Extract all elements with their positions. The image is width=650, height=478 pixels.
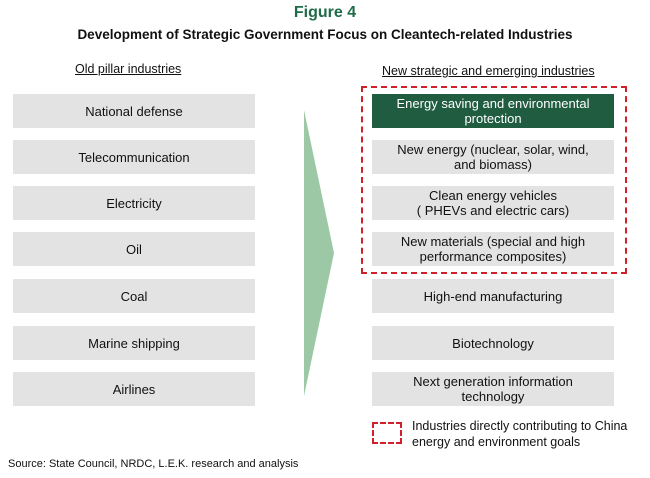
old-industry-national-defense: National defense <box>13 94 255 128</box>
new-industry-next-gen-it <box>372 372 614 406</box>
old-industry-telecommunication: Telecommunication <box>13 140 255 174</box>
old-pillar-heading: Old pillar industries <box>75 62 182 76</box>
new-industry-biotechnology: Biotechnology <box>372 326 614 360</box>
new-industry-next-gen-it-line2: technology <box>461 389 525 404</box>
new-industry-clean-energy-vehicles-line2: ( PHEVs and electric cars) <box>416 203 570 218</box>
new-industry-new-energy <box>372 140 614 174</box>
new-industry-next-gen-it-line1: Next generation information <box>413 374 573 389</box>
new-industry-new-materials-line1: New materials (special and high <box>400 234 586 249</box>
legend-line1: Industries directly contributing to China <box>412 419 628 433</box>
legend-dashed-swatch <box>372 422 402 444</box>
old-industry-marine-shipping: Marine shipping <box>13 326 255 360</box>
new-industry-new-materials <box>372 232 614 266</box>
source-note: Source: State Council, NRDC, L.E.K. research and analysis <box>8 458 299 470</box>
legend-line2: energy and environment goals <box>412 435 581 449</box>
figure-label: Figure 4 <box>293 4 357 21</box>
old-industry-coal: Coal <box>13 279 255 313</box>
old-industry-oil: Oil <box>13 232 255 266</box>
new-industry-new-energy-line2: and biomass) <box>453 157 533 172</box>
legend-text <box>412 418 627 450</box>
new-industry-energy-saving-line2: protection <box>464 111 522 126</box>
figure-title: Development of Strategic Government Focus on Cleantech-related Industries <box>77 27 573 42</box>
new-industry-high-end-manufacturing: High-end manufacturing <box>372 279 614 313</box>
transition-arrow <box>298 110 338 396</box>
new-industry-new-energy-line1: New energy (nuclear, solar, wind, <box>397 142 589 157</box>
new-industry-clean-energy-vehicles-line1: Clean energy vehicles <box>429 188 557 203</box>
new-industry-new-materials-line2: performance composites) <box>419 249 567 264</box>
old-industry-electricity: Electricity <box>13 186 255 220</box>
old-industry-airlines: Airlines <box>13 372 255 406</box>
new-industry-energy-saving-line1: Energy saving and environmental <box>396 96 590 111</box>
new-strategic-heading: New strategic and emerging industries <box>382 64 595 78</box>
new-industry-clean-energy-vehicles <box>372 186 614 220</box>
new-industry-energy-saving <box>372 94 614 128</box>
